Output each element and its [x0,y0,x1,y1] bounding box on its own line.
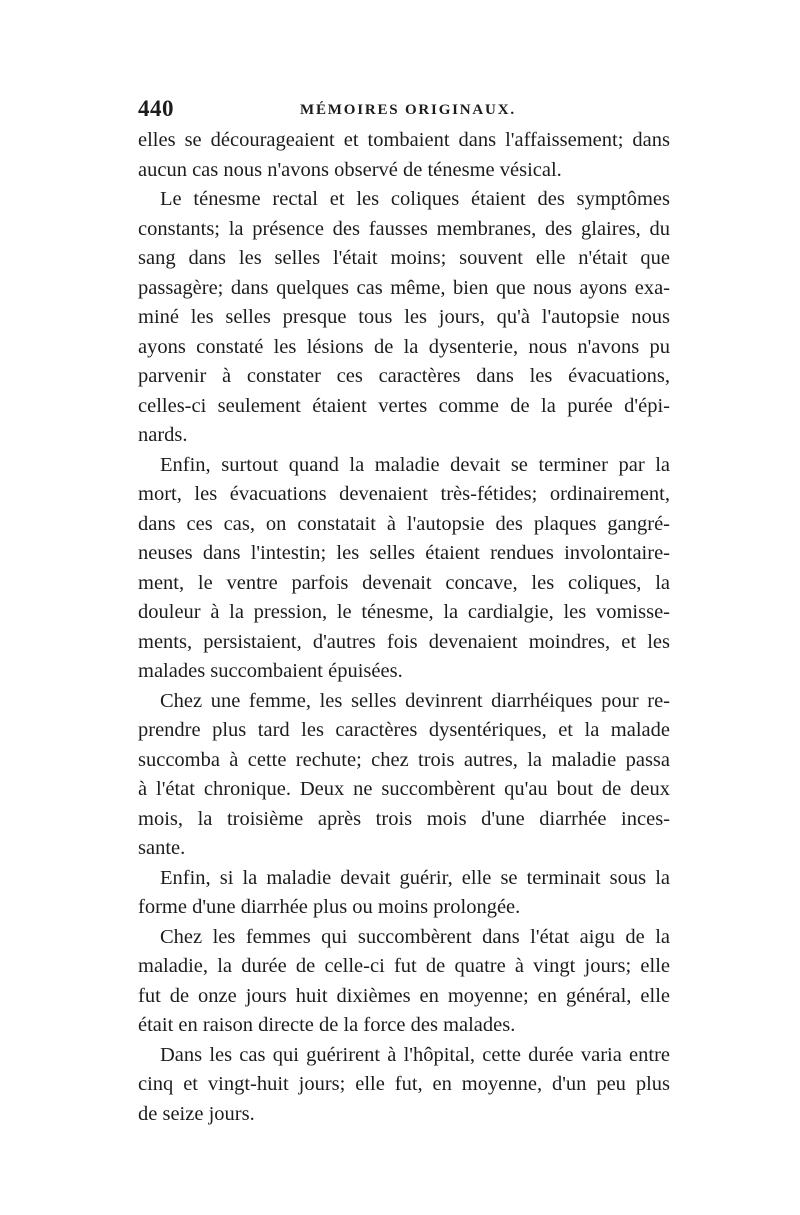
text-line: ment, le ventre parfois devenait concave, les coliques, la [138,571,670,594]
text-line: nards. [138,424,188,446]
text-line: mort, les évacuations devenaient très-fétides; ordinairement, [138,483,670,505]
text-line: était en raison directe de la force des malades. [138,1014,516,1036]
text-line: forme d'une diarrhée plus ou moins prolongée. [138,896,521,918]
text-line: douleur à la pression, le ténesme, la cardialgie, les vomisse- [138,601,670,623]
text-line: ments, persistaient, d'autres fois devenaient moindres, et les [138,630,670,653]
text-line: dans ces cas, on constatait à l'autopsie des plaques gangré- [138,512,670,535]
text-line: miné les selles presque tous les jours, qu'à l'autopsie nous [138,306,670,328]
text-line: parvenir à constater ces caractères dans les évacuations, [138,365,670,387]
text-line: elles se décourageaient et tombaient dans l'affaissement; dans [138,129,670,151]
text-line: cinq et vingt-huit jours; elle fut, en moyenne, d'un peu plus [138,1073,670,1095]
text-line: maladie, la durée de celle-ci fut de quatre à vingt jours; elle [138,955,670,977]
text-line: prendre plus tard les caractères dysentériques, et la malade [138,719,670,741]
paragraph-start-line: Chez une femme, les selles devinrent diarrhéiques pour re- [160,689,670,712]
page-number: 440 [138,96,174,121]
text-line: passagère; dans quelques cas même, bien que nous ayons exa- [138,276,670,299]
running-title: MÉMOIRES ORIGINAUX. [300,102,516,118]
text-line: neuses dans l'intestin; les selles étaient rendues involontaire- [138,542,670,564]
text-line: fut de onze jours huit dixièmes en moyenne; en général, elle [138,984,670,1007]
text-line: sang dans les selles l'était moins; souvent elle n'était que [138,247,670,269]
paragraph-start-line: Le ténesme rectal et les coliques étaient des symptômes [160,188,670,210]
body-text [138,126,670,1129]
paragraph-start-line: Enfin, surtout quand la maladie devait se terminer par la [160,453,670,476]
text-line: succomba à cette rechute; chez trois autres, la maladie passa [138,748,670,771]
text-line: ayons constaté les lésions de la dysenterie, nous n'avons pu [138,335,670,358]
text-line: mois, la troisième après trois mois d'une diarrhée inces- [138,807,670,830]
text-line: malades succombaient épuisées. [138,660,403,682]
text-line: sante. [138,837,186,859]
paragraph-start-line: Dans les cas qui guérirent à l'hôpital, cette durée varia entre [160,1043,670,1066]
page-header [138,96,668,126]
text-line: de seize jours. [138,1102,255,1125]
text-line: aucun cas nous n'avons observé de ténesme vésical. [138,158,562,181]
paragraph-start-line: Enfin, si la maladie devait guérir, elle se terminait sous la [160,866,670,889]
text-line: constants; la présence des fausses membranes, des glaires, du [138,217,670,240]
paragraph-start-line: Chez les femmes qui succombèrent dans l'état aigu de la [160,925,670,948]
text-line: à l'état chronique. Deux ne succombèrent qu'au bout de deux [138,778,670,800]
text-line: celles-ci seulement étaient vertes comme de la purée d'épi- [138,394,670,417]
